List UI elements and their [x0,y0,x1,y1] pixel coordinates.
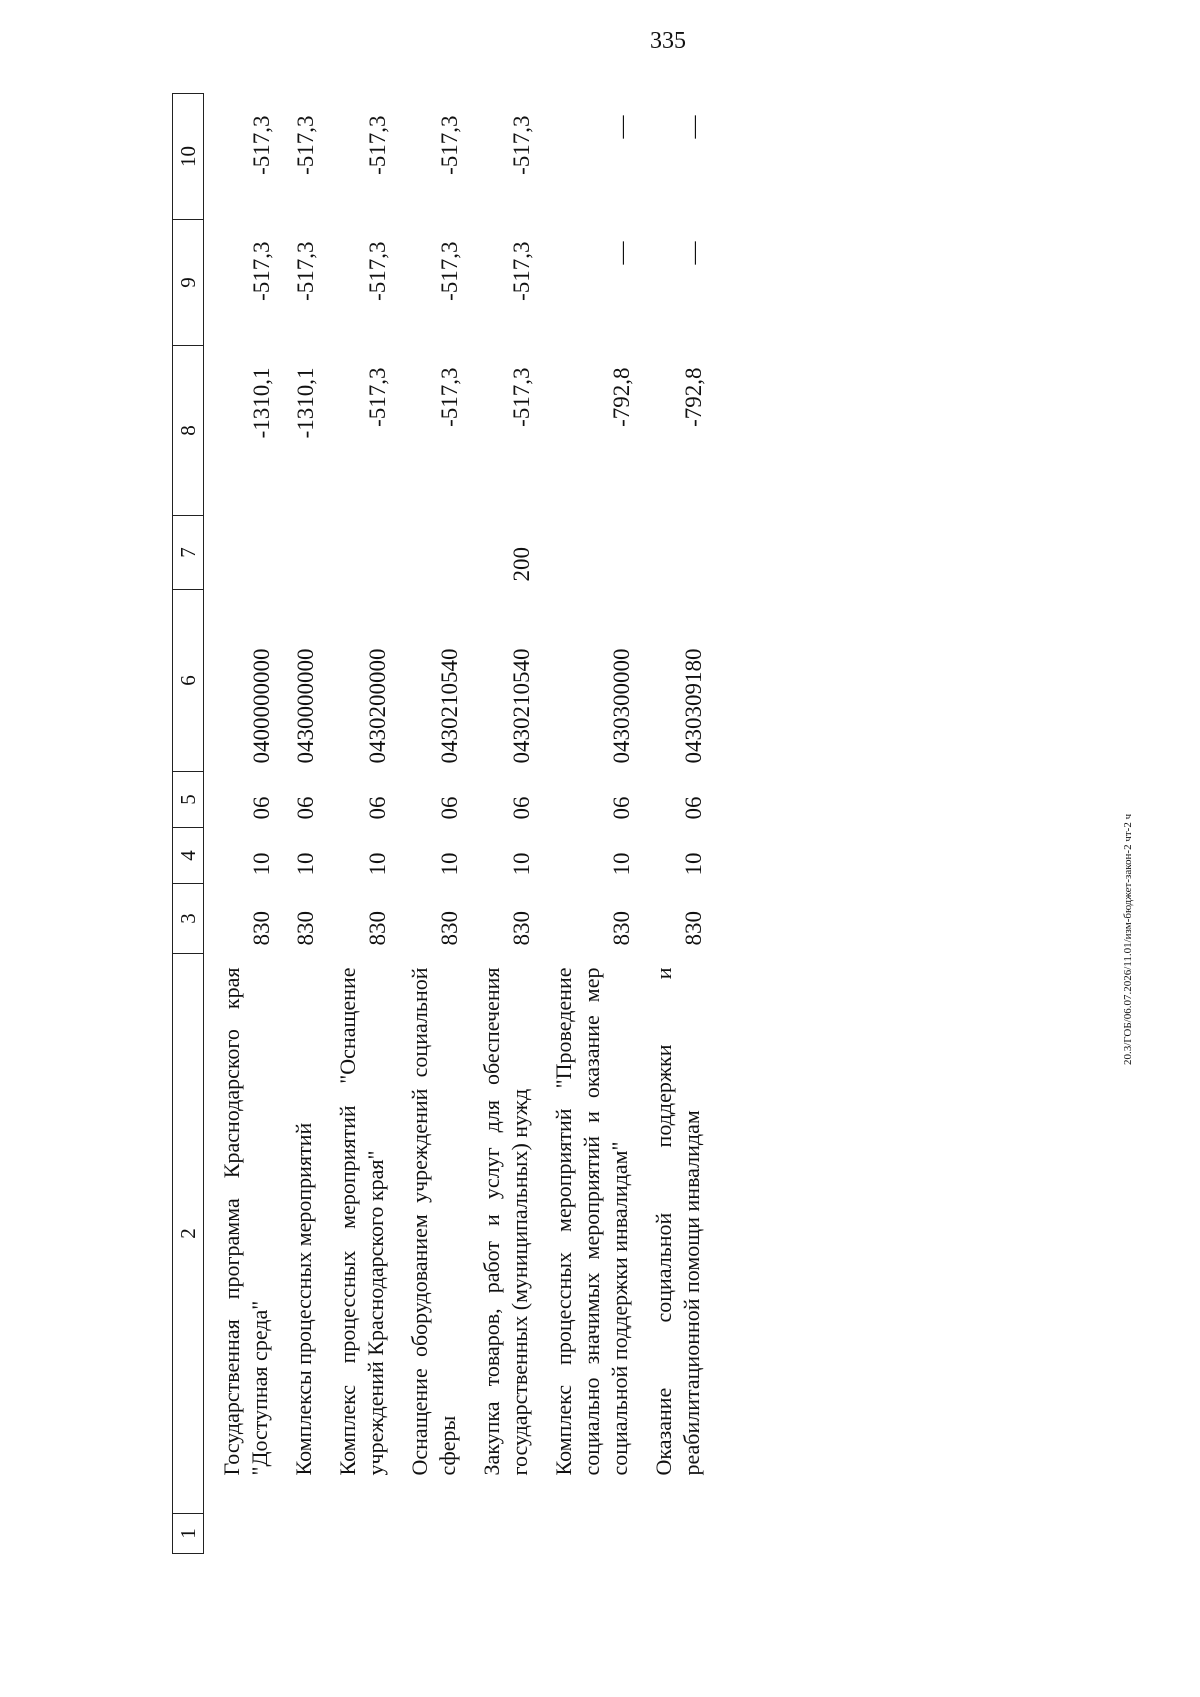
cell-razdel: 10 [609,852,634,876]
cell-sum-8: -1310,1 [249,367,274,439]
table-row [536,94,636,1554]
cell-razdel: 10 [681,852,706,876]
page-number: 335 [650,28,686,54]
cell-sum-8: -792,8 [609,367,634,427]
cell-vedomstvo: 830 [249,911,274,946]
cell-podrazdel: 06 [365,796,390,820]
cell-sum-9: -517,3 [437,241,462,301]
table-row [320,94,392,1554]
cell-sum-8: -792,8 [681,367,706,427]
cell-sum-8: -517,3 [437,367,462,427]
budget-table-rotated [172,94,1102,1554]
table-row [636,94,708,1554]
cell-name: Закупка товаров, работ и услуг для обеспечения государственных (муниципальных) нужд [479,967,532,1476]
cell-name: Оснащение оборудованием учреждений социальной сферы [407,967,460,1476]
cell-vr: 200 [509,547,534,582]
cell-vr [536,516,636,590]
cell-sum-8: -517,3 [509,367,534,427]
cell-podrazdel: 06 [609,796,634,820]
cell-podrazdel: 06 [681,796,706,820]
cell-sum-9: -517,3 [249,241,274,301]
table-row [392,94,464,1554]
cell-name: Комплексы процессных мероприятий [291,1122,316,1476]
cell-csr: 0430309180 [681,648,706,764]
cell-col-1 [636,1514,708,1554]
cell-vedomstvo: 830 [609,911,634,946]
header-col-10: 10 [173,94,204,220]
document-footer-code: 20.3/ГОБ/06.07.2026/11.01/изм-бюджет-закон-2 чт-2 ч [1122,813,1134,1065]
cell-col-1 [320,1514,392,1554]
cell-podrazdel: 06 [437,796,462,820]
cell-sum-10: -517,3 [249,115,274,175]
cell-sum-8: -517,3 [365,367,390,427]
cell-name: Комплекс процессных мероприятий "Оснащение учреждений Краснодарского края" [335,967,388,1476]
cell-vr [392,516,464,590]
cell-sum-10: -517,3 [365,115,390,175]
cell-csr: 0430210540 [437,648,462,764]
cell-razdel: 10 [293,852,318,876]
cell-razdel: 10 [509,852,534,876]
cell-col-1 [204,1514,277,1554]
table-row [276,94,320,1554]
table-row [464,94,536,1554]
cell-razdel: 10 [249,852,274,876]
header-col-6: 6 [173,590,204,772]
cell-csr: 0400000000 [249,648,274,764]
cell-vr [320,516,392,590]
cell-razdel: 10 [365,852,390,876]
cell-sum-8: -1310,1 [293,367,318,439]
cell-name: Оказание социальной поддержки и реабилитационной помощи инвалидам [651,967,704,1476]
cell-col-1 [276,1514,320,1554]
table-row [204,94,277,1554]
cell-podrazdel: 06 [293,796,318,820]
table-header-row [173,94,204,1554]
cell-col-1 [536,1514,636,1554]
header-col-7: 7 [173,516,204,590]
budget-table [172,93,708,1554]
cell-vedomstvo: 830 [365,911,390,946]
cell-name: Государственная программа Краснодарского края "Доступная среда" [219,967,272,1476]
header-col-2: 2 [173,954,204,1514]
cell-col-1 [392,1514,464,1554]
cell-vr [204,516,277,590]
cell-sum-10: — [609,115,634,139]
cell-razdel: 10 [437,852,462,876]
cell-sum-10: -517,3 [509,115,534,175]
cell-vr [636,516,708,590]
cell-sum-9: — [681,241,706,265]
cell-vr [276,516,320,590]
header-col-1: 1 [173,1514,204,1554]
cell-sum-9: -517,3 [509,241,534,301]
cell-podrazdel: 06 [509,796,534,820]
cell-vedomstvo: 830 [293,911,318,946]
cell-sum-9: — [609,241,634,265]
cell-vedomstvo: 830 [681,911,706,946]
cell-vedomstvo: 830 [509,911,534,946]
cell-csr: 0430200000 [365,648,390,764]
header-col-5: 5 [173,772,204,828]
cell-csr: 0430300000 [609,648,634,764]
header-col-3: 3 [173,884,204,954]
cell-sum-10: -517,3 [437,115,462,175]
header-col-4: 4 [173,828,204,884]
cell-name: Комплекс процессных мероприятий "Проведение социально значимых мероприятий и оказание мер социальной поддержки инвалидам" [551,967,632,1476]
cell-podrazdel: 06 [249,796,274,820]
cell-csr: 0430000000 [293,648,318,764]
cell-csr: 0430210540 [509,648,534,764]
cell-sum-10: — [681,115,706,139]
cell-col-1 [464,1514,536,1554]
cell-sum-9: -517,3 [365,241,390,301]
header-col-8: 8 [173,346,204,516]
cell-sum-10: -517,3 [293,115,318,175]
cell-vedomstvo: 830 [437,911,462,946]
header-col-9: 9 [173,220,204,346]
cell-sum-9: -517,3 [293,241,318,301]
